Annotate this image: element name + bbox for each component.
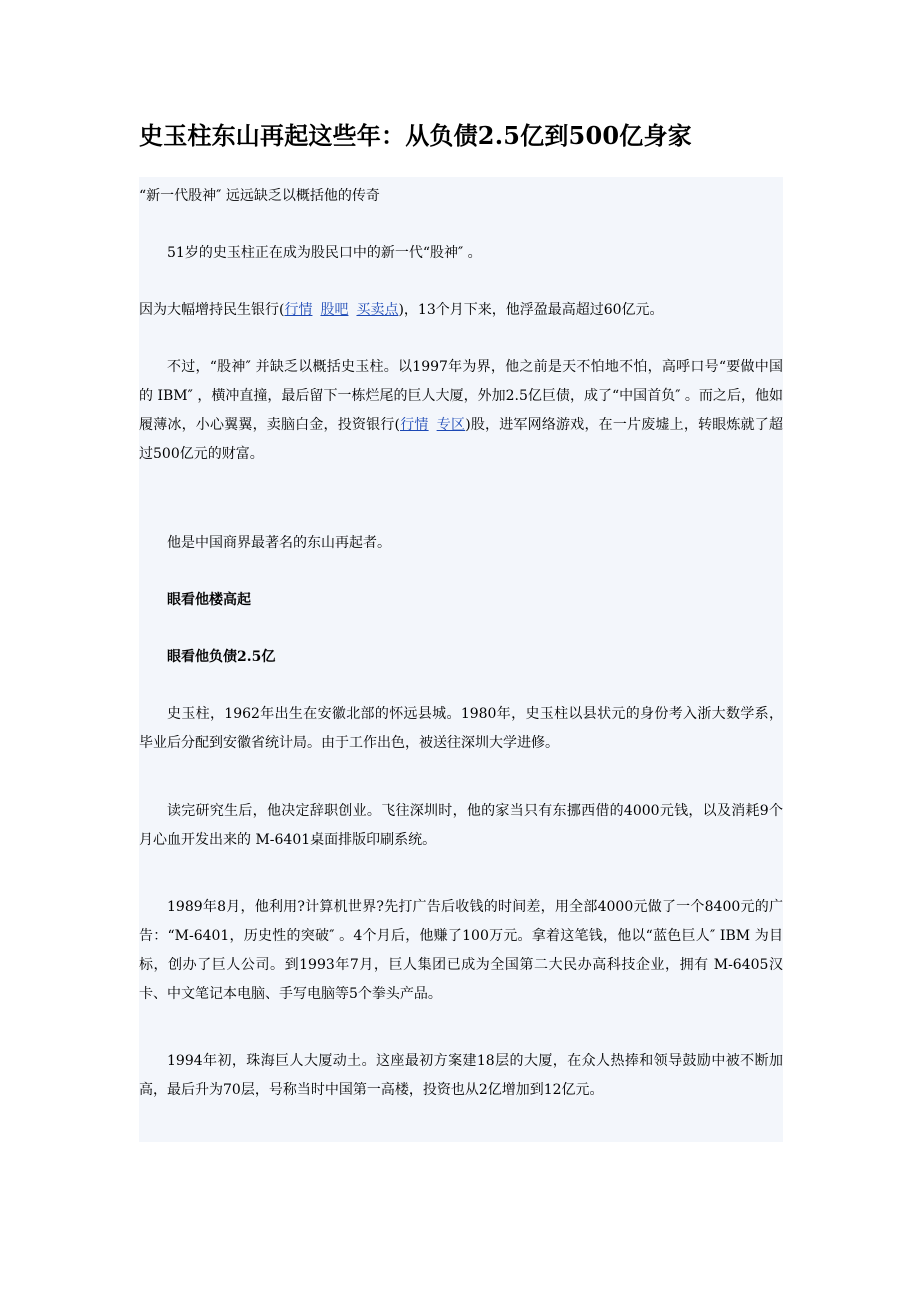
paragraph-2-text-after: )，13个月下来，他浮盈最高超过60亿元。 — [398, 302, 664, 318]
article-title: 史玉柱东山再起这些年：从负债2.5亿到500亿身家 — [139, 121, 692, 150]
link-forum[interactable]: 股吧 — [320, 302, 349, 318]
section-heading-1: 眼看他楼高起 — [167, 592, 251, 608]
paragraph-6: 读完研究生后，他决定辞职创业。飞往深圳时，他的家当只有东挪西借的4000元钱，以及消耗9个月心血开发出来的 M-6401桌面排版印刷系统。 — [139, 803, 783, 848]
paragraph-3-text-after: )股，进军网络游戏，在一片废墟上，转眼炼就了超过500亿元的财富。 — [139, 417, 783, 462]
article-subtitle: “新一代股神″ 远远缺乏以概括他的传奇 — [139, 188, 380, 204]
paragraph-1: 51岁的史玉柱正在成为股民口中的新一代“股神″ 。 — [167, 245, 482, 261]
link-quote-2[interactable]: 行情 — [400, 417, 429, 433]
link-special-zone[interactable]: 专区 — [436, 417, 466, 433]
paragraph-5: 史玉柱，1962年出生在安徽北部的怀远县城。1980年，史玉柱以县状元的身份考入浙大数学系，毕业后分配到安徽省统计局。由于工作出色，被送往深圳大学进修。 — [139, 706, 783, 751]
article-body — [139, 177, 783, 1142]
paragraph-2-text-before: 因为大幅增持民生银行( — [139, 302, 285, 318]
link-quote[interactable]: 行情 — [284, 302, 313, 318]
paragraph-2 — [139, 296, 783, 325]
paragraph-4: 他是中国商界最著名的东山再起者。 — [167, 535, 391, 551]
link-trade-points[interactable]: 买卖点 — [356, 302, 399, 318]
section-heading-2: 眼看他负债2.5亿 — [167, 649, 276, 665]
paragraph-3 — [139, 353, 783, 469]
paragraph-8: 1994年初，珠海巨人大厦动土。这座最初方案建18层的大厦，在众人热捧和领导鼓励中被不断加高，最后升为70层，号称当时中国第一高楼，投资也从2亿增加到12亿元。 — [139, 1053, 783, 1098]
paragraph-3-text-before: 不过，“股神″ 并缺乏以概括史玉柱。以1997年为界，他之前是天不怕地不怕，高呼口号“要做中国的 IBM″ ，横冲直撞，最后留下一栋烂尾的巨人大厦，外加2.5亿巨债，成了“中国首负″ 。而之后，他如履薄冰，小心翼翼，卖脑白金，投资银行( — [139, 359, 783, 433]
paragraph-7: 1989年8月，他利用?计算机世界?先打广告后收钱的时间差，用全部4000元做了一个8400元的广告：“M-6401，历史性的突破″ 。4个月后，他赚了100万元。拿着这笔钱，他以“蓝色巨人″ IBM 为目标，创办了巨人公司。到1993年7月，巨人集团已成为全国第二大民办高科技企业，拥有 M-6405汉卡、中文笔记本电脑、手写电脑等5个拳头产品。 — [139, 899, 783, 1002]
